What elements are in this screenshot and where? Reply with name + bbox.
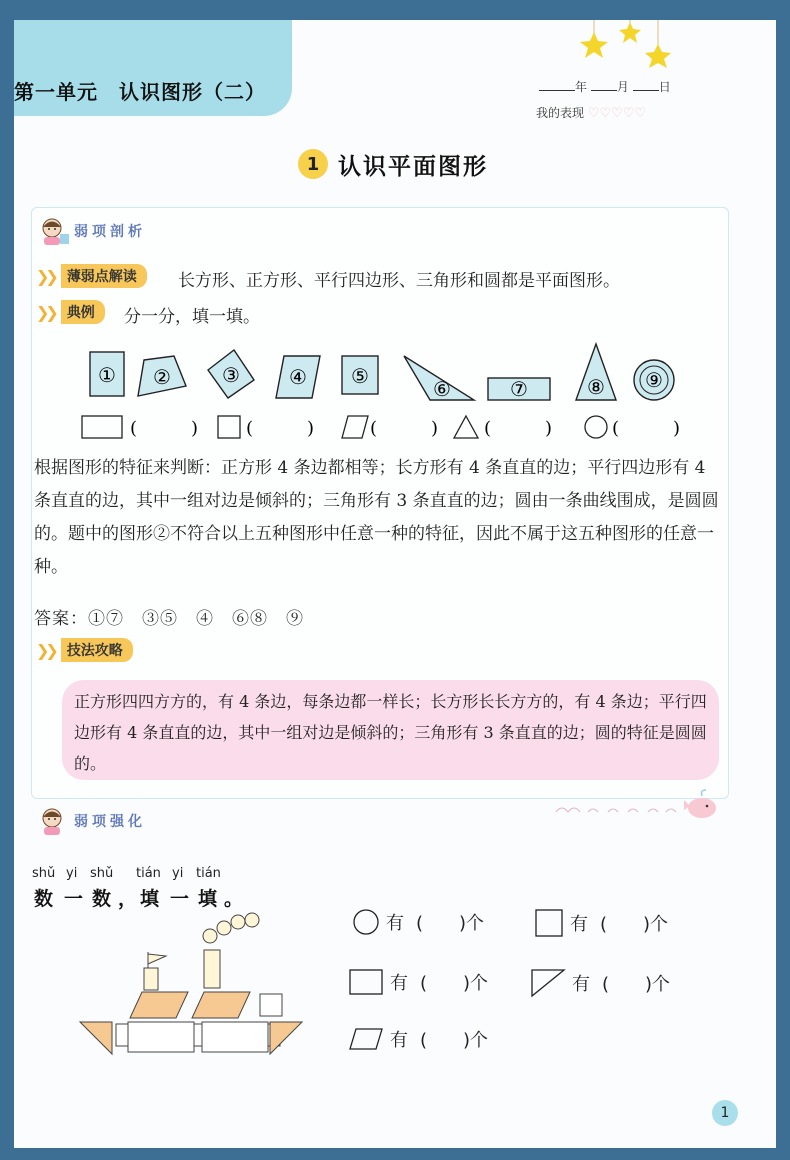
girl-mascot-icon [38,806,70,836]
heart-icon[interactable]: ♡ [599,106,612,121]
instruction-char: ， [118,888,138,910]
category-answer-row [78,412,698,444]
square-category-icon [218,416,240,438]
answer-blank-rectangle: ( ) [130,418,199,439]
tips-tag-label: 技法攻略 [61,638,133,662]
practice-section-title: 弱项强化 [74,814,146,830]
tips-text: 正方形四四方方的，有 4 条边，每条边都一样长；长方形长长方方的，有 4 条边；平行四边形有 4 条直直的边，其中一组对边是倾斜的；三角形有 3 条直直的边；圆的特征是圆圆的。 [74,692,707,773]
svg-text:④: ④ [289,365,307,389]
heart-icon[interactable]: ♡ [634,106,647,121]
answer-blank-circle: ( ) [612,418,681,439]
heart-icon[interactable]: ♡ [622,106,635,121]
count-word: 有 [390,1030,408,1051]
example-tag [36,300,105,324]
chevron-icon: ❯❯ [36,266,55,286]
year-label: 年 [575,80,588,94]
instruction-char: 数 [34,888,54,910]
month-label: 月 [616,80,629,94]
lesson-heading [298,146,488,182]
answer-blank[interactable]: ( ) [602,974,653,995]
answer-blank[interactable]: ( ) [420,1030,471,1051]
answer-blank[interactable]: ( ) [420,973,471,994]
count-triangles-row [530,968,670,998]
instruction-char: 一 [64,888,84,910]
lesson-title: 认识平面图形 [338,153,488,180]
weak-point-tag [36,264,147,288]
pinyin: shǔ [90,866,114,881]
day-blank[interactable] [633,78,659,91]
circle-icon [352,908,380,936]
rectangle-category-icon [82,416,122,438]
count-word: 有 [572,974,590,995]
shape-4-parallelogram [276,356,320,398]
answer-blank-square: ( ) [246,418,315,439]
pinyin: yi [172,866,184,881]
date-line [539,78,671,95]
tips-tag [36,638,133,662]
example-prompt: 分一分，填一填。 [124,307,260,327]
svg-text:⑦: ⑦ [510,377,528,401]
triangle-icon [530,968,566,998]
shape-2-irregular-quad [138,356,186,396]
pinyin: yi [66,866,78,881]
chevron-icon: ❯❯ [36,302,55,322]
shape-1-rectangle [90,352,124,396]
rectangle-icon [348,968,384,996]
page-number: 1 [712,1100,738,1126]
shape-8-triangle [576,344,616,400]
answer-blank-parallelogram: ( ) [370,418,439,439]
practice-section-heading [38,806,146,836]
shape-9-circle [634,360,674,400]
svg-text:①: ① [98,363,116,387]
answer-blank-triangle: ( ) [484,418,553,439]
count-unit: 个 [470,1030,489,1051]
month-blank[interactable] [591,78,617,91]
svg-text:③: ③ [222,363,240,387]
whale-decoration-icon [552,788,722,820]
weak-point-text: 长方形、正方形、平行四边形、三角形和圆都是平面图形。 [178,271,620,291]
instruction-char: 填 [198,888,218,910]
shape-6-triangle [404,356,474,401]
heart-icon[interactable]: ♡ [611,106,623,121]
performance-rating [536,104,646,121]
answer-text: 答案：①⑦ ③⑤ ④ ⑥⑧ ⑨ [34,609,304,629]
svg-text:②: ② [153,365,171,389]
count-unit: 个 [650,914,669,935]
ship-figure [64,888,314,1068]
parallelogram-category-icon [342,416,368,438]
instruction-char: 数 [92,888,112,910]
shape-3-tilted-square [208,350,254,398]
shape-7-rectangle [488,377,550,401]
chevron-icon: ❯❯ [36,640,55,660]
count-circles-row [352,908,484,936]
pinyin: tián [136,866,161,881]
day-label: 日 [658,80,671,94]
svg-text:⑨: ⑨ [645,368,663,392]
parallelogram-icon [348,1027,384,1051]
example-tag-label: 典例 [61,300,105,324]
lesson-number: 1 [298,149,328,179]
workbook-page [14,20,776,1148]
stars-decoration [574,20,684,76]
instruction-char: 。 [224,888,244,910]
girl-mascot-icon [38,216,70,246]
square-icon [534,908,564,938]
count-parallelograms-row [348,1026,488,1052]
count-rectangles-row [348,968,488,996]
explanation-text: 根据图形的特征来判断：正方形 4 条边都相等；长方形有 4 条直直的边；平行四边形有 4 条直直的边，其中一组对边是倾斜的；三角形有 3 条直直的边；圆由一条曲线围成，是圆圆的。题中的图形②不符合以上五种图形中任意一种的特征，因此不属于这五种图形的任意一种。 [34,458,719,577]
count-unit: 个 [470,973,489,994]
count-unit: 个 [466,913,485,934]
count-word: 有 [570,914,588,935]
unit-title: 第一单元 认识图形（二） [14,80,266,104]
analysis-section-title: 弱项剖析 [74,224,146,240]
pinyin: tián [196,866,221,881]
weak-point-tag-label: 薄弱点解读 [61,264,147,288]
example-shapes [74,340,694,402]
heart-icon[interactable]: ♡ [587,106,600,121]
circle-category-icon [585,416,607,438]
shape-5-square [342,356,378,394]
svg-text:⑧: ⑧ [587,375,605,399]
year-blank[interactable] [539,78,575,91]
svg-text:⑥: ⑥ [433,377,451,401]
instruction-char: 一 [170,888,190,910]
instruction-char: 填 [140,888,160,910]
count-unit: 个 [652,974,671,995]
answer-blank[interactable]: ( ) [416,913,467,934]
triangle-category-icon [454,416,478,438]
answer-blank[interactable]: ( ) [600,914,651,935]
count-word: 有 [390,973,408,994]
analysis-section-heading [38,216,146,246]
performance-label: 我的表现 [536,106,585,120]
svg-text:⑤: ⑤ [351,364,369,388]
count-word: 有 [386,913,404,934]
count-squares-row [534,908,668,938]
pinyin: shǔ [32,866,56,881]
